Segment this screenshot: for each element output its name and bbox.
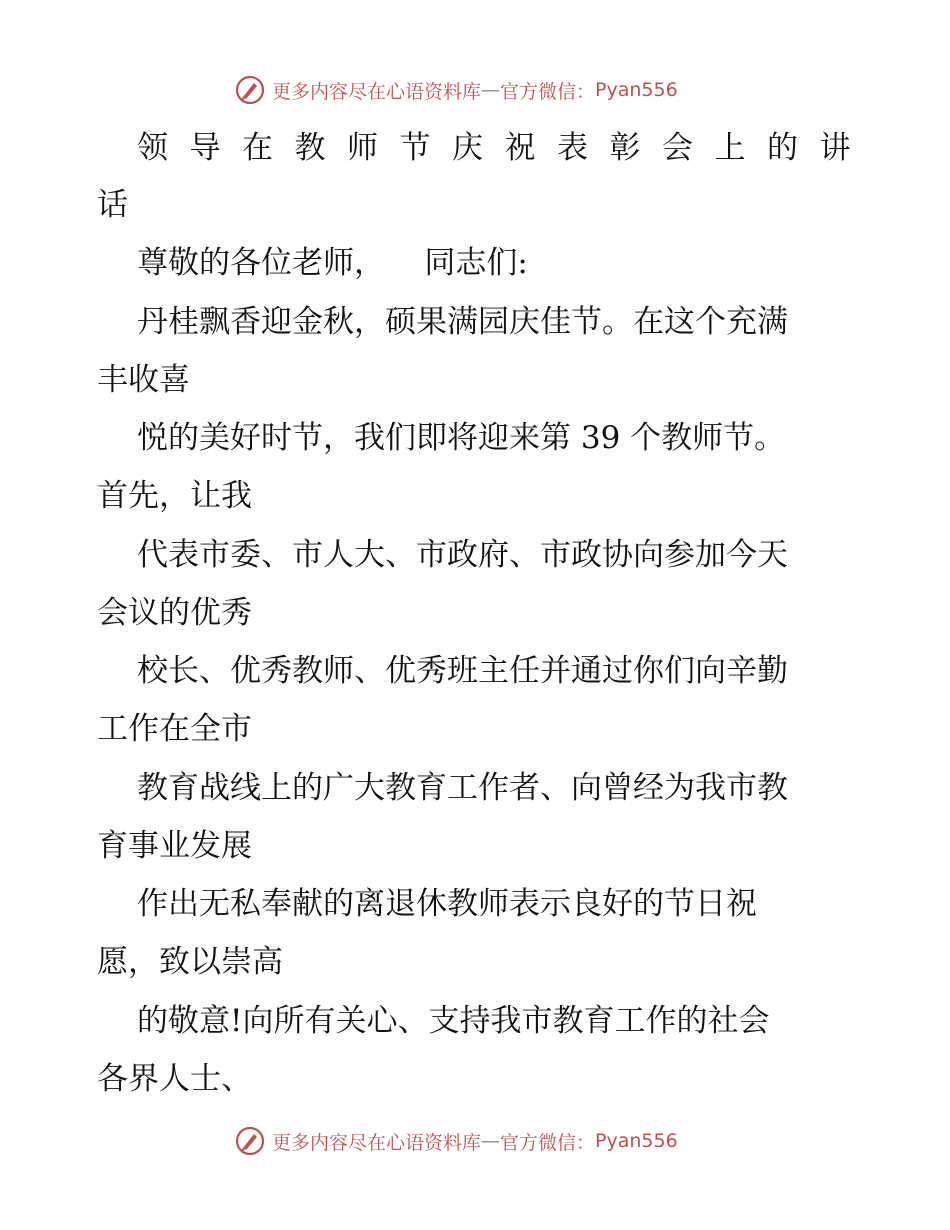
document-title-line-2: 话 — [97, 187, 128, 223]
paragraph-line: 会议的优秀 — [97, 595, 252, 631]
paragraph-line: 作出无私奉献的离退休教师表示良好的节日祝 — [137, 886, 757, 922]
paragraph-line: 的敬意!向所有关心、支持我市教育工作的社会 — [137, 1003, 770, 1039]
footer-banner — [234, 1121, 734, 1161]
paragraph-line: 丰收喜 — [97, 362, 190, 398]
paragraph-line: 丹桂飘香迎金秋，硕果满园庆佳节。在这个充满 — [137, 304, 788, 340]
paragraph-line: 育事业发展 — [97, 828, 252, 864]
banner-wechat-label: 官方微信： — [500, 1131, 596, 1154]
paragraph-line: 首先，让我 — [97, 478, 252, 514]
paragraph-line: 代表市委、市人大、市政府、市政协向参加今天 — [137, 537, 788, 573]
banner-dash: — — [481, 1130, 501, 1152]
paragraph-line: 校长、优秀教师、优秀班主任并通过你们向辛勤 — [137, 653, 788, 689]
paragraph-line: 愿，致以崇高 — [97, 944, 283, 980]
banner-wechat-label: 官方微信： — [500, 80, 596, 103]
banner-brand-text: 更多内容尽在心语资料库 — [272, 80, 482, 103]
quill-logo-icon — [234, 74, 266, 106]
document-title-line-1: 领导在教师节庆祝表彰会上的讲 — [137, 130, 872, 166]
banner-brand-text: 更多内容尽在心语资料库 — [272, 1131, 482, 1154]
quill-logo-icon — [234, 1125, 266, 1157]
banner-wechat-id: Pyan556 — [595, 79, 678, 101]
salutation: 尊敬的各位老师， 同志们: — [137, 245, 528, 281]
banner-dash: — — [481, 79, 501, 101]
paragraph-line: 悦的美好时节，我们即将迎来第 39 个教师节。 — [137, 420, 786, 456]
header-banner — [234, 70, 734, 110]
paragraph-line: 教育战线上的广大教育工作者、向曾经为我市教 — [137, 770, 788, 806]
paragraph-line: 各界人士、 — [97, 1061, 252, 1097]
paragraph-line: 工作在全市 — [97, 711, 252, 747]
banner-wechat-id: Pyan556 — [595, 1130, 678, 1152]
